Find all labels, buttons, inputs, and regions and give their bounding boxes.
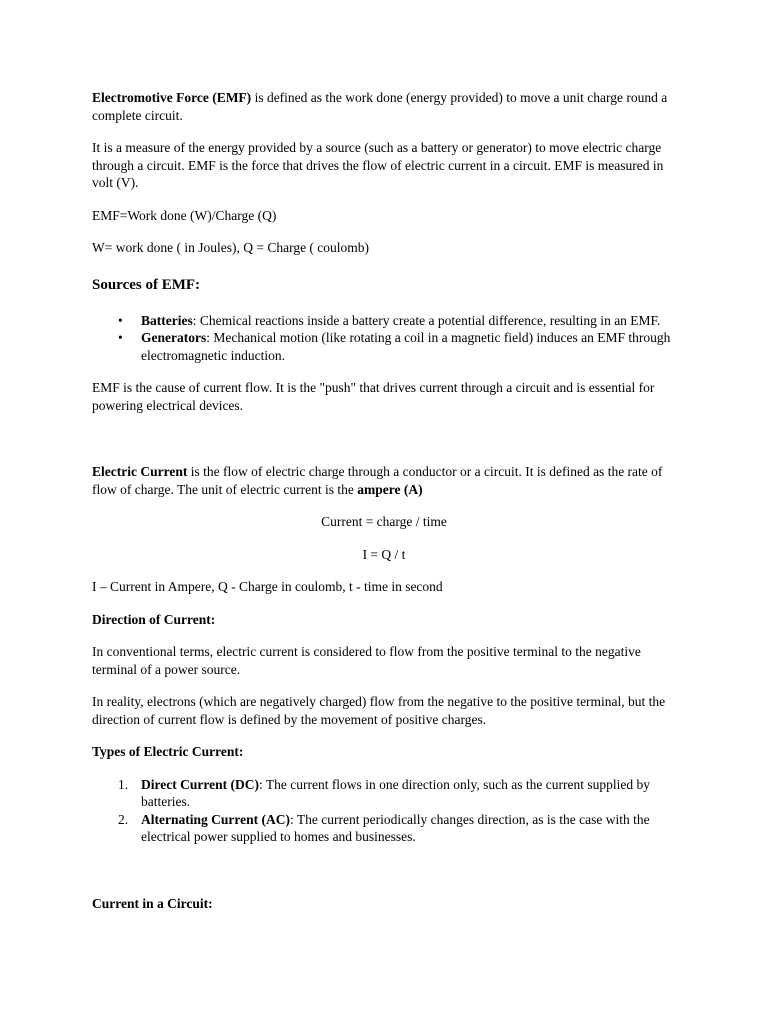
current-formula-words: Current = charge / time xyxy=(321,514,447,529)
emf-definition-text: is defined as the work done (energy provided) to move a unit charge round a complete circuit. xyxy=(92,90,668,123)
paragraph-direction-conventional: In conventional terms, electric current is considered to flow from the positive terminal to the negative terminal of a power source. xyxy=(92,644,641,677)
paragraph-emf-definition xyxy=(92,89,676,124)
list-item-text xyxy=(141,811,676,846)
list-number: 1. xyxy=(118,776,129,792)
paragraph-emf-measure: It is a measure of the energy provided by a source (such as a battery or generator) to move electric charge through a circuit. EMF is the force that drives the flow of electric current in a circuit. EMF is measured in volt (V). xyxy=(92,140,664,190)
current-term-bold: Electric Current xyxy=(92,464,188,479)
emf-formula: EMF=Work done (W)/Charge (Q) xyxy=(92,207,277,223)
sources-list xyxy=(92,312,676,365)
list-number: 2. xyxy=(118,811,129,827)
batteries-term-desc: : Chemical reactions inside a battery create a potential difference, resulting in an EMF. xyxy=(192,312,661,328)
list-item-dc xyxy=(92,776,676,811)
types-list xyxy=(92,776,676,846)
current-formula-symbols: I = Q / t xyxy=(362,546,406,562)
generators-term-bold: Generators xyxy=(141,330,207,345)
ampere-term-bold: ampere (A) xyxy=(357,481,423,497)
list-item-batteries xyxy=(92,312,676,330)
list-item-text xyxy=(141,776,676,811)
bullet-icon: • xyxy=(118,330,123,345)
generators-term-desc: : Mechanical motion (like rotating a coil in a magnetic field) induces an EMF through electromagnetic induction. xyxy=(141,330,671,363)
list-item-text xyxy=(141,312,676,330)
current-formula-legend: I – Current in Ampere, Q - Charge in coulomb, t - time in second xyxy=(92,579,443,594)
ac-term-desc: : The current periodically changes direction, as is the case with the electrical power supplied to homes and businesses. xyxy=(141,811,650,844)
list-item-text xyxy=(141,329,676,364)
ac-term-bold: Alternating Current (AC) xyxy=(141,811,290,827)
paragraph-direction-reality: In reality, electrons (which are negatively charged) flow from the negative to the positive terminal, but the direction of current flow is defined by the movement of positive charges. xyxy=(92,694,666,727)
list-item-generators xyxy=(92,329,676,364)
dc-term-bold: Direct Current (DC) xyxy=(141,776,259,792)
direction-heading-bold: Direction of Current xyxy=(92,611,211,627)
direction-of-current-heading xyxy=(92,611,676,629)
current-definition-text: is the flow of electric charge through a conductor or a circuit. It is defined as the rate of flow of charge. The unit of electric current is the xyxy=(92,464,663,497)
emf-formula-legend: W= work done ( in Joules), Q = Charge ( coulomb) xyxy=(92,240,370,255)
sources-of-emf-heading: Sources of EMF: xyxy=(92,276,201,293)
paragraph-current-definition xyxy=(92,463,676,498)
bullet-icon: • xyxy=(118,312,123,328)
list-item-ac xyxy=(92,811,676,846)
types-of-current-heading: Types of Electric Current: xyxy=(92,744,244,759)
dc-term-desc: : The current flows in one direction only, such as the current supplied by batteries. xyxy=(141,776,650,809)
paragraph-emf-summary: EMF is the cause of current flow. It is the "push" that drives current through a circuit and is essential for powering electrical devices. xyxy=(92,380,655,413)
direction-heading-colon: : xyxy=(210,611,216,627)
batteries-term-bold: Batteries xyxy=(141,312,193,328)
emf-term-bold: Electromotive Force (EMF) xyxy=(92,90,252,105)
current-in-circuit-heading: Current in a Circuit: xyxy=(92,895,213,911)
